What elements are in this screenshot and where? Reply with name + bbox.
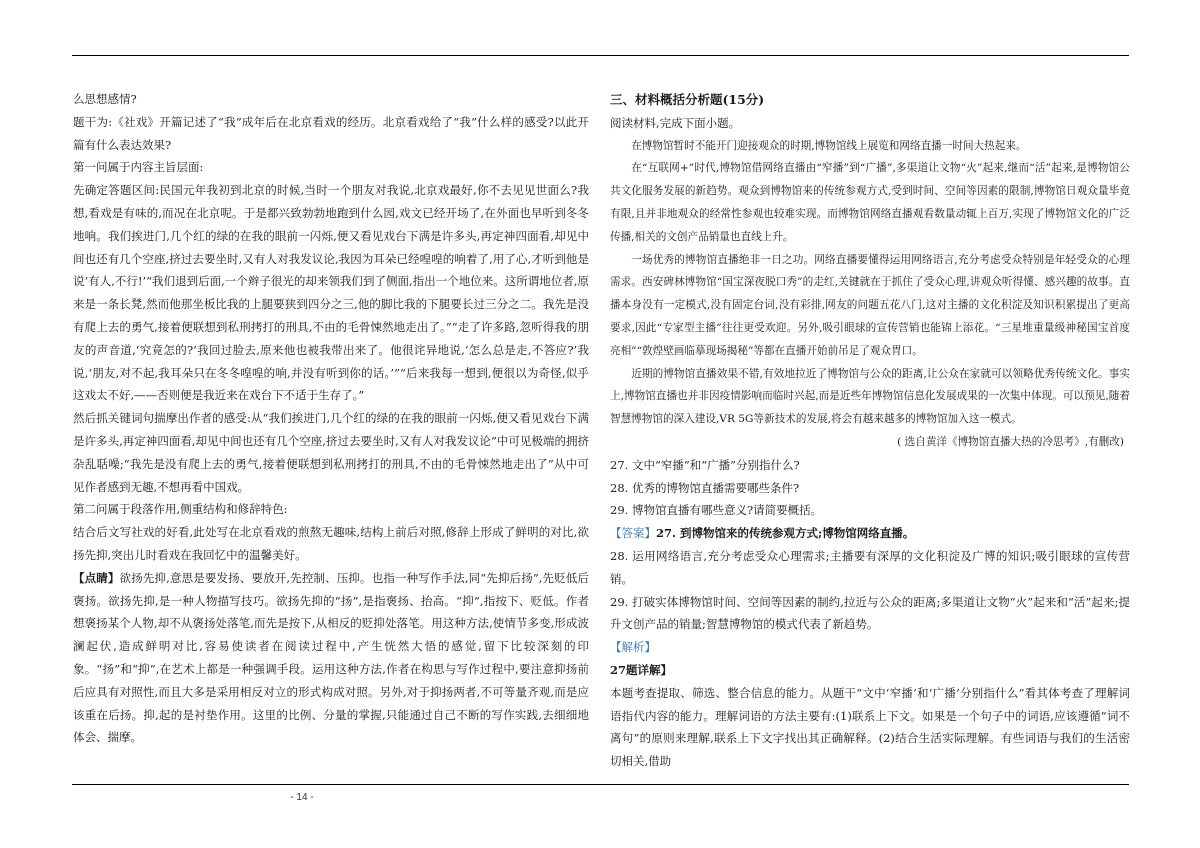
footer-rule	[72, 784, 1129, 785]
paragraph: 先确定答题区间:民国元年我初到北京的时候,当时一个朋友对我说,北京戏最好,你不去见见世面么?我想,看戏是有味的,而况在北京呢。于是都兴致勃勃地跑到什么园,戏文已经开场了,在外面也早听到冬冬地响。我们挨进门,几个红的绿的在我的眼前一闪烁,便又看见戏台下满是许多头,再定神四面看,却见中间也还有几个空座,挤过去要坐时,又有人对我发议论,我因为耳朵已经喤喤的响着了,用了心,才听到他是说‘有人,不行!’“我们退到后面,一个辫子很光的却来领我们到了侧面,指出一个地位来。这所谓地位者,原来是一条长凳,然而他那坐板比我的上腿要狭到四分之三,他的脚比我的下腿要长过三分之二。我先是没有爬上去的勇气,接着便联想到私刑拷打的刑具,不由的毛骨悚然地走出了。”“走了许多路,忽听得我的朋友的声音道,‘究竟怎的?’我回过脸去,原来他也被我带出来了。他很诧异地说,‘怎么总是走,不答应?’我说,‘朋友,对不起,我耳朵只在冬冬喤喤的响,并没有听到你的话。’”“后来我每一想到,便很以为奇怪,似乎这戏太不好,——否则便是我近来在戏台下不适于生存了。”	[73, 183, 589, 403]
answer-line: 29. 打破实体博物馆时间、空间等因素的制约,拉近与公众的距离;多渠道让文物“火”起来和“活”起来;提升文创产品的销量;智慧博物馆的模式代表了新趋势。	[610, 594, 1130, 632]
analysis-tag: 【解析】	[610, 640, 656, 655]
answer-tag: 【答案】	[610, 526, 656, 541]
paragraph: 么思想感情?	[73, 92, 137, 106]
question: 29. 博物馆直播有哪些意义?请简要概括。	[610, 503, 823, 518]
header-rule	[72, 55, 1129, 56]
instruction: 阅读材料,完成下面小题。	[610, 115, 741, 130]
answer-text: 27. 到博物馆来的传统参观方式;博物馆网络直播。	[656, 526, 915, 541]
passage-source: ( 选自黄洋《博物馆直播大热的冷思考》,有删改)	[897, 435, 1124, 448]
right-column	[610, 88, 1130, 773]
dianjing-tag: 【点睛】	[73, 570, 120, 585]
dianjing-text: 欲扬先抑,意思是要发扬、要放开,先控制、压抑。也指一种写作手法,同“先抑后扬”,先贬低后褒扬。欲扬先抑,是一种人物描写技巧。欲扬先抑的“扬”,是指褒扬、抬高。“抑”,指按下、贬低。作者想褒扬某个人物,却不从褒扬处落笔,而先是按下,从相反的贬抑处落笔。用这种方法,使情节多变,形成波澜起伏,造成鲜明对比,容易使读者在阅读过程中,产生恍然大悟的感觉,留下比较深刻的印象。“扬”和“抑”,在艺术上都是一种强调手段。运用这种方法,作者在构思与写作过程中,要注意抑扬前后应具有对照性,而且大多是采用相反对立的形式构成对照。另外,对于抑扬两者,不可等量齐观,而是应该重在后扬。抑,起的是衬垫作用。这里的比例、分量的掌握,只能通过自己不断的写作实践,去细细地体会、揣摩。	[73, 570, 589, 745]
passage-paragraph: 在博物馆暂时不能开门迎接观众的时期,博物馆线上展览和网络直播一时间大热起来。	[631, 139, 1027, 152]
section-title: 三、材料概括分析题(15分)	[610, 92, 765, 107]
left-column	[73, 88, 589, 749]
page-number: - 14 -	[290, 792, 314, 803]
detail-paragraph: 本题考查提取、筛选、整合信息的能力。从题干“文中‘窄播’和‘广播’分别指什么”看其体考查了理解词语指代内容的能力。理解词语的方法主要有:(1)联系上下文。如果是一个句子中的词语,应该遵循“词不离句”的原则来理解,联系上下文字找出其正确解释。(2)结合生活实际理解。有些词语与我们的生活密切相关,借助	[610, 685, 1130, 769]
passage-paragraph: 一场优秀的博物馆直播绝非一日之功。网络直播要懂得运用网络语言,充分考虑受众特别是年轻受众的心理需求。西安碑林博物馆“国宝深夜脱口秀”的走红,关键就在于抓住了受众心理,讲观众听得懂、感兴趣的故事。直播本身没有一定模式,没有固定台词,没有彩排,网友的问题五花八门,这对主播的文化积淀及知识积累提出了更高要求,因此“专家型主播”往往更受欢迎。另外,吸引眼球的宣传营销也能锦上添花。“三星堆重量级神秘国宝首度亮相”“敦煌壁画临摹现场揭秘”等都在直播开始前吊足了观众胃口。	[610, 253, 1130, 357]
question: 27. 文中“窄播”和“广播”分别指什么?	[610, 457, 800, 472]
passage-paragraph: 在“互联网+”时代,博物馆借网络直播由“窄播”到“广播”,多渠道让文物“火”起来,继而“活”起来,是博物馆公共文化服务发展的新趋势。观众到博物馆来的传统参观方式,受到时间、空间等因素的限制,博物馆日观众量毕竟有限,且并非地观众的经常性参观也较难实现。而博物馆网络直播观看数量动辄上百万,实现了博物馆文化的广泛传播,相关的文创产品销量也直线上升。	[610, 162, 1130, 243]
passage-paragraph: 近期的博物馆直播效果不错,有效地拉近了博物馆与公众的距离,让公众在家就可以领略优秀传统文化。事实上,博物馆直播也并非因疫情影响而临时兴起,而是近些年博物馆信息化发展成果的一次集中体现。可以预见,随着智慧博物馆的深入建设,VR 5G等新技术的发展,将会有越来越多的博物馆加入这一模式。	[610, 367, 1130, 426]
question: 28. 优秀的博物馆直播需要哪些条件?	[610, 480, 800, 495]
paragraph: 结合后文写社戏的好看,此处写在北京看戏的煎熬无趣味,结构上前后对照,修辞上形成了鲜明的对比,欲扬先抑,突出儿时看戏在我回忆中的温馨美好。	[73, 525, 589, 562]
paragraph: 然后抓关键词句揣摩出作者的感受:从“我们挨进门,几个红的绿的在我的眼前一闪烁,便又看见戏台下满是许多头,再定神四面看,却见中间也还有几个空座,挤过去要坐时,又有人对我发议论”中可见极端的拥挤杂乱聒噪;“我先是没有爬上去的勇气,接着便联想到私刑拷打的刑具,不由的毛骨悚然地走出了”从中可见作者感到无趣,不想再看中国戏。	[73, 411, 589, 494]
paragraph: 第二问属于段落作用,侧重结构和修辞特色:	[73, 502, 288, 517]
dianjing-paragraph	[73, 567, 589, 749]
reading-passage	[610, 135, 1130, 454]
answer-line	[610, 522, 1130, 545]
paragraph: 第一问属于内容主旨层面:	[73, 160, 204, 175]
detail-heading: 27题详解】	[610, 662, 673, 677]
paragraph: 题干为:《社戏》开篇记述了“我”成年后在北京看戏的经历。北京看戏给了“我”什么样的感受?以此开篇有什么表达效果?	[73, 114, 589, 152]
answer-line: 28. 运用网络语言,充分考虑受众心理需求;主播要有深厚的文化积淀及广博的知识;吸引眼球的宣传营销。	[610, 548, 1130, 586]
